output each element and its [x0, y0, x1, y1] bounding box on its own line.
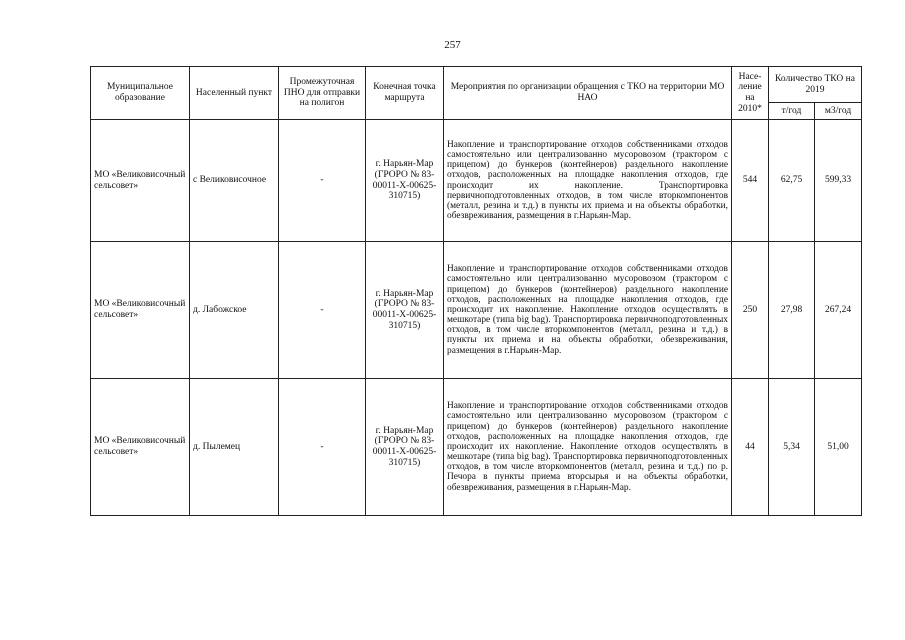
header-route-endpoint: Конечная точка маршрута: [366, 67, 444, 120]
header-row: [91, 67, 862, 103]
cell-tons-per-year: 62,75: [769, 120, 815, 242]
header-measures: Мероприятия по организации обращения с ТКО на территории МО НАО: [444, 67, 732, 120]
tko-measures-table: [90, 66, 862, 516]
cell-municipality: МО «Великовисочный сельсовет»: [91, 379, 190, 516]
header-population: Насе-ление на 2010*: [732, 67, 769, 120]
cell-tons-per-year: 27,98: [769, 242, 815, 379]
cell-settlement: д. Пылемец: [190, 379, 279, 516]
cell-measures: Накопление и транспортирование отходов собственниками отходов самостоятельно или централизованно мусоровозом (трактором с прицепом) до бункеров (контейнеров) раздельного накопление отходов, расположенных на площадке накопления отходов, где происходит их накопление. Накопление отходов осуществлять в мешкотаре (типа big bag). Транспортировка первичноподготовленных отходов, в том числе вторкомпонентов (металл, резина и т.д.) в пункты их приема и на объекты обработки, обезвреживания, размещения в г.Нарьян-Мар.: [444, 242, 732, 379]
cell-municipality: МО «Великовисочный сельсовет»: [91, 242, 190, 379]
cell-population: 250: [732, 242, 769, 379]
header-settlement: Населенный пункт: [190, 67, 279, 120]
cell-cubic-per-year: 51,00: [815, 379, 862, 516]
table-row: [91, 242, 862, 379]
cell-route-endpoint: г. Нарьян-Мар (ГРОРО № 83-00011-Х-00625-310715): [366, 120, 444, 242]
cell-population: 44: [732, 379, 769, 516]
cell-cubic-per-year: 267,24: [815, 242, 862, 379]
cell-cubic-per-year: 599,33: [815, 120, 862, 242]
cell-tons-per-year: 5,34: [769, 379, 815, 516]
cell-settlement: с Великовисочное: [190, 120, 279, 242]
header-cubic-per-year: м3/год: [815, 103, 862, 120]
cell-measures: Накопление и транспортирование отходов собственниками отходов самостоятельно или централизованно мусоровозом (трактором с прицепом) до бункеров (контейнеров) раздельного накопление отходов, расположенных на площадке накопления отходов, где происходит их накопление. Накопление отходов осуществлять в мешкотаре (типа big bag). Транспортировка первичноподготовленных отходов, в том числе вторкомпонентов (металл, резина и т.д.) по р. Печора в пункты приема вторсырья и на объекты обработки, обезвреживания, размещения в г.Нарьян-Мар.: [444, 379, 732, 516]
cell-intermediate-point: -: [279, 379, 366, 516]
cell-intermediate-point: -: [279, 120, 366, 242]
header-tons-per-year: т/год: [769, 103, 815, 120]
header-tko-quantity: Количество ТКО на 2019: [769, 67, 862, 103]
cell-municipality: МО «Великовисочный сельсовет»: [91, 120, 190, 242]
cell-settlement: д. Лабожское: [190, 242, 279, 379]
cell-route-endpoint: г. Нарьян-Мар (ГРОРО № 83-00011-Х-00625-310715): [366, 379, 444, 516]
cell-measures: Накопление и транспортирование отходов собственниками отходов самостоятельно или централизованно мусоровозом (трактором с прицепом) до бункеров (контейнеров) раздельного накопление отходов, расположенных на площадке накопления отходов, где происходит их накопление. Транспортировка первичноподготовленных отходов, в том числе вторкомпонентов (металл, резина и т.д.) в пункты их приема и на объекты обработки, обезвреживания, размещения в г.Нарьян-Мар.: [444, 120, 732, 242]
cell-population: 544: [732, 120, 769, 242]
cell-intermediate-point: -: [279, 242, 366, 379]
cell-route-endpoint: г. Нарьян-Мар (ГРОРО № 83-00011-Х-00625-310715): [366, 242, 444, 379]
table-row: [91, 379, 862, 516]
header-intermediate-point: Промежуточная ПНО для отправки на полигон: [279, 67, 366, 120]
table-row: [91, 120, 862, 242]
header-municipality: Муниципальное образование: [91, 67, 190, 120]
page-number: 257: [444, 39, 461, 51]
